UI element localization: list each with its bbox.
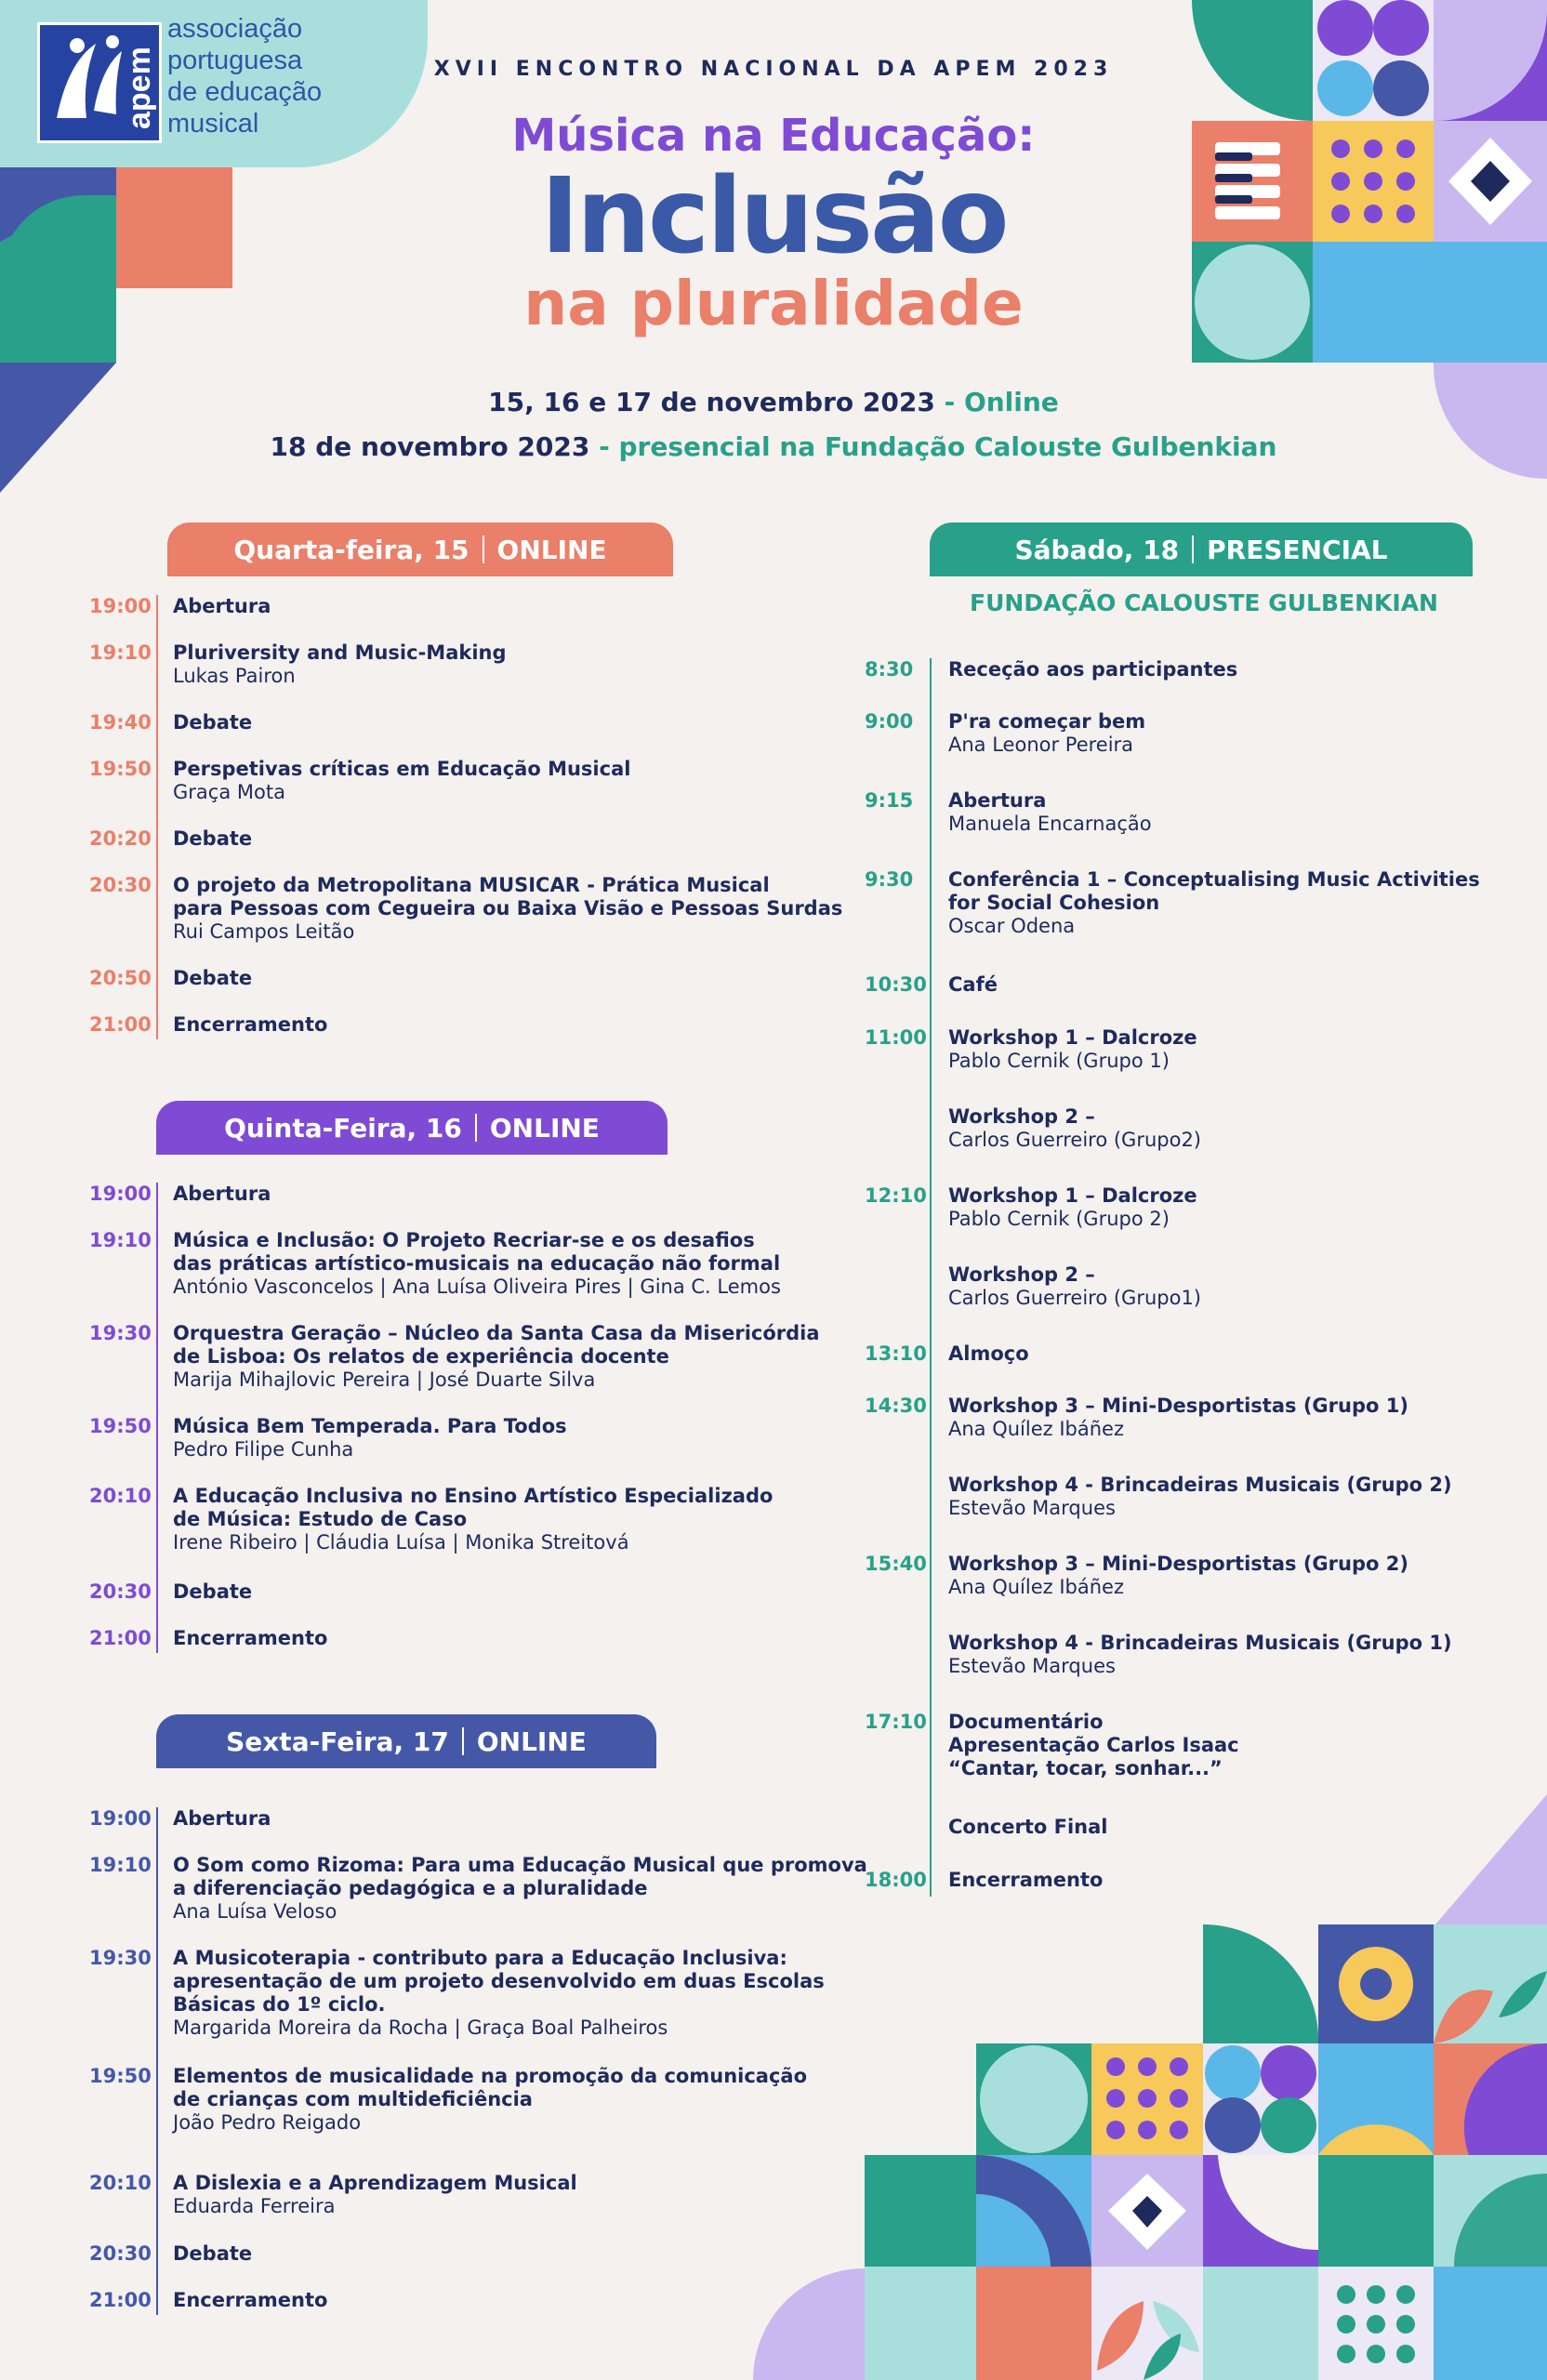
session-title: Almoço: [948, 1342, 1029, 1365]
day-label: Sexta-Feira, 17: [226, 1726, 449, 1757]
logo-mark-text: apem: [122, 46, 157, 129]
session-speakers: Lukas Pairon: [173, 665, 296, 687]
day-header-friday: [156, 1714, 656, 1768]
session-title: Debate: [173, 1580, 253, 1603]
day-label: Sábado, 18: [1014, 534, 1180, 565]
session-item: [948, 1342, 1029, 1366]
session-item: [173, 1947, 825, 2040]
session-item: [173, 1415, 567, 1461]
logo-line: associação: [167, 14, 303, 44]
dates-presencial: [0, 431, 1547, 462]
session-title: Debate: [173, 2242, 253, 2265]
session-item: [948, 1026, 1197, 1073]
session-item: [948, 1553, 1408, 1599]
session-time: 19:50: [89, 1415, 152, 1437]
day-header-saturday: [930, 522, 1473, 576]
title-line-1: Música na Educação:: [511, 110, 1036, 162]
session-title: Abertura: [173, 1807, 271, 1830]
session-item: [173, 1854, 867, 1924]
session-title: Orquestra Geração – Núcleo da Santa Casa da Misericórdia de Lisboa: Os relatos de experiência docente: [173, 1322, 820, 1368]
session-item: [948, 1474, 1452, 1520]
session-time: 19:00: [89, 1807, 152, 1830]
session-speakers: Oscar Odena: [948, 915, 1076, 937]
session-item: [173, 874, 842, 944]
session-title: Encerramento: [173, 1013, 328, 1036]
session-speakers: António Vasconcelos | Ana Luísa Oliveira Pires | Gina C. Lemos: [173, 1276, 781, 1298]
venue-name: FUNDAÇÃO CALOUSTE GULBENKIAN: [970, 589, 1438, 616]
session-title: Documentário Apresentação Carlos Isaac “Cantar, tocar, sonhar...”: [948, 1711, 1239, 1779]
dates-presencial-venue: - presencial na Fundação Calouste Gulbenkian: [589, 431, 1277, 462]
day-mode: ONLINE: [489, 1112, 600, 1144]
session-time: 21:00: [89, 1013, 152, 1036]
session-item: [173, 2065, 807, 2135]
day-mode: PRESENCIAL: [1207, 534, 1388, 565]
session-item: [173, 1580, 252, 1604]
session-title: Debate: [173, 967, 253, 989]
session-speakers: Estevão Marques: [948, 1497, 1116, 1519]
session-time: 8:30: [865, 658, 914, 681]
logo-line: de educação: [167, 77, 323, 107]
title-main: Inclusão: [540, 156, 1007, 277]
session-item: [173, 2289, 327, 2312]
session-speakers: João Pedro Reigado: [173, 2111, 362, 2134]
session-title: Abertura: [173, 595, 271, 617]
session-time: 9:00: [865, 710, 914, 733]
session-title: Encerramento: [173, 1627, 328, 1649]
session-speakers: Manuela Encarnação: [948, 813, 1152, 835]
session-time: 13:10: [865, 1342, 927, 1365]
session-time: 21:00: [89, 2289, 152, 2311]
session-item: [948, 658, 1237, 681]
session-item: [173, 758, 630, 804]
session-time: 19:10: [89, 641, 152, 664]
session-time: 14:30: [865, 1395, 927, 1417]
session-title: Pluriversity and Music-Making: [173, 641, 507, 664]
session-time: 11:00: [865, 1026, 927, 1049]
session-title: O Som como Rizoma: Para uma Educação Musical que promova a diferenciação pedagógica e a pluralidade: [173, 1854, 867, 1899]
session-title: Perspetivas críticas em Educação Musical: [173, 758, 631, 780]
session-item: [173, 967, 252, 990]
session-title: Encerramento: [948, 1869, 1104, 1891]
session-speakers: Graça Mota: [173, 781, 285, 803]
session-title: Conferência 1 – Conceptualising Music Activities for Social Cohesion: [948, 868, 1480, 914]
session-title: Workshop 2 –: [948, 1263, 1095, 1286]
session-time: 20:10: [89, 2172, 152, 2194]
session-item: [173, 1807, 271, 1831]
timeline-line: [156, 595, 158, 1039]
session-title: Receção aos participantes: [948, 658, 1238, 681]
session-speakers: Ana Leonor Pereira: [948, 734, 1134, 756]
dates-online-days: 15, 16 e 17 de novembro 2023: [488, 387, 935, 417]
session-item: [173, 1627, 327, 1650]
session-title: A Dislexia e a Aprendizagem Musical: [173, 2172, 577, 2194]
session-title: P'ra começar bem: [948, 710, 1146, 733]
session-time: 19:00: [89, 1183, 152, 1205]
session-speakers: Pablo Cernik (Grupo 1): [948, 1050, 1170, 1072]
day-label: Quinta-Feira, 16: [224, 1112, 462, 1144]
session-time: 10:30: [865, 973, 927, 996]
session-title: Workshop 4 - Brincadeiras Musicais (Grupo 2): [948, 1474, 1452, 1496]
session-speakers: Eduarda Ferreira: [173, 2195, 336, 2217]
session-time: 17:10: [865, 1711, 927, 1733]
session-title: Música e Inclusão: O Projeto Recriar-se e os desafios das práticas artístico-musicais na educação não formal: [173, 1229, 781, 1275]
session-time: 9:15: [865, 789, 914, 812]
session-item: [173, 1322, 820, 1392]
timeline-line: [156, 1183, 158, 1653]
session-title: A Educação Inclusiva no Ensino Artístico Especializado de Música: Estudo de Caso: [173, 1485, 774, 1530]
session-item: [948, 1263, 1201, 1310]
session-time: 9:30: [865, 868, 914, 891]
session-time: 18:00: [865, 1869, 927, 1891]
session-item: [173, 711, 252, 734]
session-title: Workshop 4 - Brincadeiras Musicais (Grupo 1): [948, 1632, 1452, 1654]
session-item: [948, 1711, 1239, 1780]
session-time: 20:30: [89, 1580, 152, 1603]
session-speakers: Irene Ribeiro | Cláudia Luísa | Monika Streitová: [173, 1531, 629, 1554]
session-title: Concerto Final: [948, 1816, 1108, 1838]
session-time: 20:30: [89, 2242, 152, 2265]
session-speakers: Carlos Guerreiro (Grupo2): [948, 1129, 1201, 1151]
session-title: Abertura: [173, 1183, 271, 1205]
session-title: O projeto da Metropolitana MUSICAR - Prática Musical para Pessoas com Cegueira ou Baixa Visão e Pessoas Surdas: [173, 874, 843, 919]
session-title: Abertura: [948, 789, 1047, 812]
session-time: 19:10: [89, 1854, 152, 1876]
session-time: 20:30: [89, 874, 152, 896]
session-time: 20:20: [89, 827, 152, 850]
session-time: 19:00: [89, 595, 152, 617]
logo-line: musical: [167, 109, 259, 139]
day-mode: ONLINE: [496, 534, 607, 565]
session-speakers: Rui Campos Leitão: [173, 920, 355, 943]
session-time: 15:40: [865, 1553, 927, 1575]
session-item: [173, 1183, 271, 1206]
timeline-line: [930, 658, 932, 1897]
session-item: [173, 641, 507, 688]
dates-presencial-day: 18 de novembro 2023: [270, 431, 590, 462]
session-time: 20:10: [89, 1485, 152, 1507]
session-title: Café: [948, 973, 998, 996]
session-speakers: Ana Luísa Veloso: [173, 1900, 337, 1923]
session-title: Elementos de musicalidade na promoção da comunicação de crianças com multideficiência: [173, 2065, 808, 2110]
session-item: [948, 1105, 1201, 1152]
session-speakers: Pedro Filipe Cunha: [173, 1438, 354, 1461]
day-header-wednesday: [167, 522, 673, 576]
timeline-line: [156, 1807, 158, 2315]
session-title: Debate: [173, 827, 253, 850]
session-item: [173, 1229, 781, 1299]
session-item: [948, 710, 1145, 757]
session-title: Debate: [173, 711, 253, 734]
session-item: [948, 1395, 1408, 1441]
session-title: Música Bem Temperada. Para Todos: [173, 1415, 567, 1437]
day-mode: ONLINE: [476, 1726, 587, 1757]
dates-online-mode: - Online: [934, 387, 1059, 417]
session-speakers: Ana Quílez Ibáñez: [948, 1418, 1124, 1440]
session-time: 20:50: [89, 967, 152, 989]
session-title: A Musicoterapia - contributo para a Educação Inclusiva: apresentação de um projeto desenvolvido em duas Escolas Básicas do 1º ciclo.: [173, 1947, 825, 2016]
session-time: 19:50: [89, 2065, 152, 2087]
session-time: 19:30: [89, 1322, 152, 1344]
session-speakers: Ana Quílez Ibáñez: [948, 1576, 1124, 1598]
session-title: Workshop 2 –: [948, 1105, 1095, 1128]
session-time: 12:10: [865, 1184, 927, 1207]
session-item: [948, 868, 1480, 938]
title-line-3: na pluralidade: [523, 268, 1024, 339]
session-item: [948, 789, 1152, 836]
session-item: [173, 2172, 577, 2218]
session-speakers: Marija Mihajlovic Pereira | José Duarte Silva: [173, 1368, 596, 1391]
dates-online: [0, 387, 1547, 417]
session-speakers: Carlos Guerreiro (Grupo1): [948, 1287, 1201, 1309]
session-title: Encerramento: [173, 2289, 328, 2311]
session-item: [948, 1816, 1107, 1839]
session-item: [173, 1013, 327, 1037]
event-name: XVII ENCONTRO NACIONAL DA APEM 2023: [433, 58, 1114, 81]
session-title: Workshop 3 – Mini-Desportistas (Grupo 2): [948, 1553, 1408, 1575]
session-title: Workshop 1 – Dalcroze: [948, 1184, 1197, 1207]
session-time: 19:30: [89, 1947, 152, 1969]
session-item: [948, 1869, 1103, 1892]
session-item: [948, 973, 998, 997]
session-time: 19:10: [89, 1229, 152, 1251]
session-item: [173, 595, 271, 618]
session-item: [173, 827, 252, 851]
day-header-thursday: [156, 1101, 668, 1155]
session-time: 19:50: [89, 758, 152, 780]
session-item: [173, 2242, 252, 2266]
session-time: 19:40: [89, 711, 152, 734]
session-speakers: Pablo Cernik (Grupo 2): [948, 1208, 1170, 1230]
session-speakers: Margarida Moreira da Rocha | Graça Boal Palheiros: [173, 2016, 668, 2039]
session-item: [173, 1485, 773, 1554]
session-title: Workshop 3 – Mini-Desportistas (Grupo 1): [948, 1395, 1408, 1417]
session-item: [948, 1184, 1197, 1231]
logo-line: portuguesa: [167, 46, 303, 75]
session-speakers: Estevão Marques: [948, 1655, 1116, 1677]
day-label: Quarta-feira, 15: [233, 534, 469, 565]
session-title: Workshop 1 – Dalcroze: [948, 1026, 1197, 1049]
session-time: 21:00: [89, 1627, 152, 1649]
session-item: [948, 1632, 1452, 1678]
